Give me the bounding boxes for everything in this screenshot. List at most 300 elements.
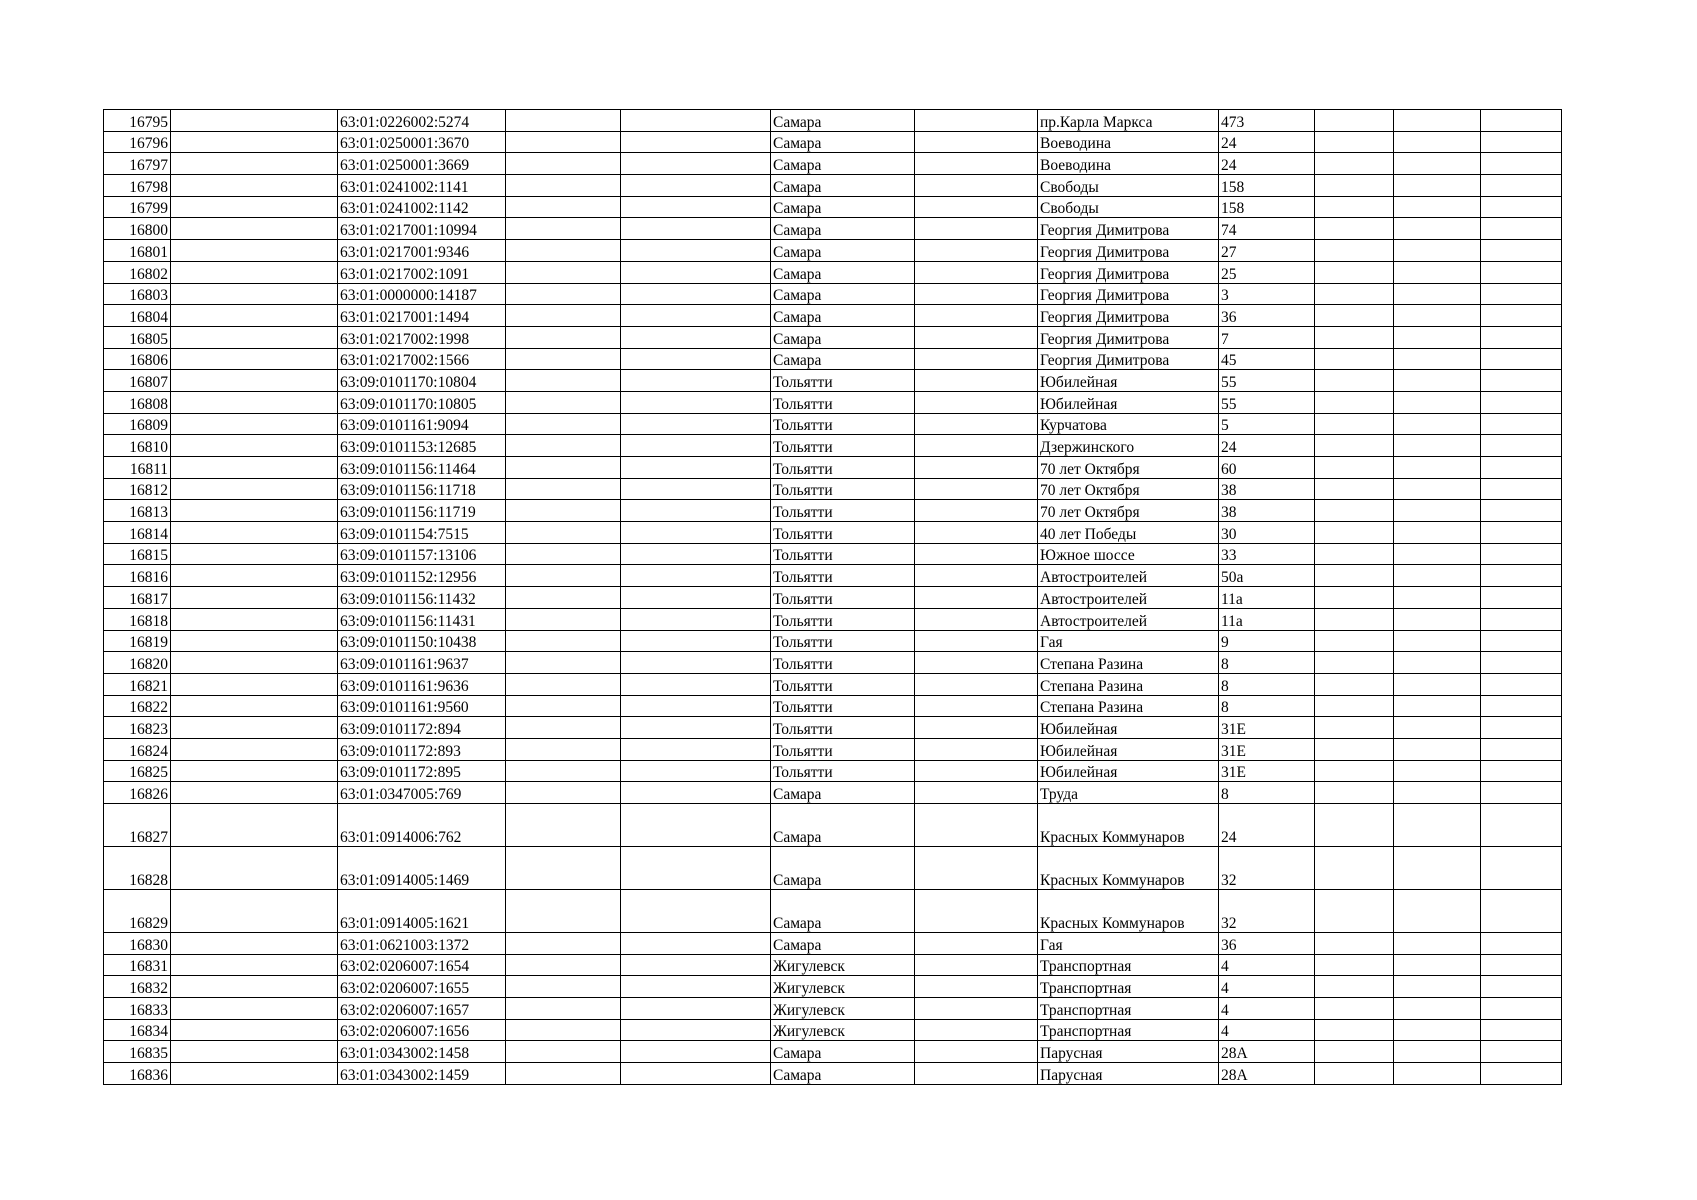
- empty-cell: [171, 283, 338, 305]
- empty-cell: [621, 457, 771, 479]
- empty-cell: [171, 457, 338, 479]
- empty-cell: [506, 283, 621, 305]
- empty-cell: [621, 413, 771, 435]
- cadastral-number-cell: 63:01:0343002:1458: [338, 1041, 506, 1063]
- empty-cell: [1481, 370, 1562, 392]
- empty-cell: [1394, 717, 1481, 739]
- house-number-cell: 4: [1219, 1019, 1315, 1041]
- empty-cell: [1315, 630, 1394, 652]
- table-row: [104, 218, 1562, 240]
- empty-cell: [1315, 543, 1394, 565]
- street-cell: Воеводина: [1038, 153, 1219, 175]
- empty-cell: [1481, 348, 1562, 370]
- empty-cell: [171, 305, 338, 327]
- empty-cell: [506, 954, 621, 976]
- empty-cell: [506, 522, 621, 544]
- empty-cell: [1315, 652, 1394, 674]
- house-number-cell: 28А: [1219, 1041, 1315, 1063]
- city-cell: Тольятти: [771, 673, 915, 695]
- empty-cell: [621, 565, 771, 587]
- empty-cell: [1481, 522, 1562, 544]
- row-number-cell: 16798: [104, 175, 171, 197]
- table-row: [104, 587, 1562, 609]
- empty-cell: [171, 348, 338, 370]
- empty-cell: [915, 954, 1038, 976]
- empty-cell: [506, 608, 621, 630]
- table-row: [104, 522, 1562, 544]
- street-cell: Степана Разина: [1038, 652, 1219, 674]
- empty-cell: [171, 391, 338, 413]
- house-number-cell: 8: [1219, 782, 1315, 804]
- empty-cell: [1481, 933, 1562, 955]
- empty-cell: [171, 240, 338, 262]
- row-number-cell: 16836: [104, 1063, 171, 1085]
- street-cell: Юбилейная: [1038, 370, 1219, 392]
- street-cell: Труда: [1038, 782, 1219, 804]
- registry-table: [103, 109, 1562, 1085]
- empty-cell: [1315, 175, 1394, 197]
- empty-cell: [506, 587, 621, 609]
- empty-cell: [506, 760, 621, 782]
- city-cell: Тольятти: [771, 738, 915, 760]
- empty-cell: [1481, 608, 1562, 630]
- house-number-cell: 31Е: [1219, 738, 1315, 760]
- house-number-cell: 24: [1219, 435, 1315, 457]
- empty-cell: [1394, 348, 1481, 370]
- empty-cell: [506, 738, 621, 760]
- empty-cell: [1315, 110, 1394, 132]
- empty-cell: [1481, 1019, 1562, 1041]
- row-number-cell: 16803: [104, 283, 171, 305]
- empty-cell: [1315, 522, 1394, 544]
- empty-cell: [1481, 391, 1562, 413]
- cadastral-number-cell: 63:09:0101161:9094: [338, 413, 506, 435]
- empty-cell: [1481, 413, 1562, 435]
- table-row: [104, 976, 1562, 998]
- empty-cell: [1481, 283, 1562, 305]
- empty-cell: [621, 110, 771, 132]
- cadastral-number-cell: 63:09:0101157:13106: [338, 543, 506, 565]
- empty-cell: [1315, 608, 1394, 630]
- empty-cell: [506, 500, 621, 522]
- empty-cell: [171, 175, 338, 197]
- row-number-cell: 16815: [104, 543, 171, 565]
- empty-cell: [915, 500, 1038, 522]
- empty-cell: [1315, 1063, 1394, 1085]
- house-number-cell: 38: [1219, 500, 1315, 522]
- table-row: [104, 998, 1562, 1020]
- empty-cell: [915, 847, 1038, 890]
- empty-cell: [1394, 587, 1481, 609]
- cadastral-number-cell: 63:02:0206007:1654: [338, 954, 506, 976]
- cadastral-number-cell: 63:09:0101170:10804: [338, 370, 506, 392]
- row-number-cell: 16805: [104, 326, 171, 348]
- city-cell: Тольятти: [771, 543, 915, 565]
- empty-cell: [915, 804, 1038, 847]
- row-number-cell: 16826: [104, 782, 171, 804]
- empty-cell: [915, 587, 1038, 609]
- empty-cell: [506, 782, 621, 804]
- city-cell: Тольятти: [771, 413, 915, 435]
- empty-cell: [506, 348, 621, 370]
- empty-cell: [171, 435, 338, 457]
- row-number-cell: 16820: [104, 652, 171, 674]
- cadastral-number-cell: 63:01:0217002:1091: [338, 261, 506, 283]
- street-cell: Юбилейная: [1038, 738, 1219, 760]
- empty-cell: [915, 218, 1038, 240]
- empty-cell: [1481, 305, 1562, 327]
- city-cell: Самара: [771, 847, 915, 890]
- empty-cell: [1481, 218, 1562, 240]
- empty-cell: [171, 261, 338, 283]
- empty-cell: [1315, 391, 1394, 413]
- empty-cell: [506, 457, 621, 479]
- city-cell: Тольятти: [771, 717, 915, 739]
- empty-cell: [621, 1041, 771, 1063]
- table-row: [104, 652, 1562, 674]
- empty-cell: [1394, 954, 1481, 976]
- street-cell: Транспортная: [1038, 998, 1219, 1020]
- row-number-cell: 16827: [104, 804, 171, 847]
- table-row: [104, 110, 1562, 132]
- empty-cell: [1394, 1041, 1481, 1063]
- empty-cell: [1394, 998, 1481, 1020]
- row-number-cell: 16816: [104, 565, 171, 587]
- row-number-cell: 16813: [104, 500, 171, 522]
- empty-cell: [1315, 305, 1394, 327]
- empty-cell: [915, 890, 1038, 933]
- table-row: [104, 933, 1562, 955]
- empty-cell: [621, 976, 771, 998]
- empty-cell: [1481, 131, 1562, 153]
- empty-cell: [915, 153, 1038, 175]
- empty-cell: [1481, 738, 1562, 760]
- empty-cell: [1394, 1063, 1481, 1085]
- street-cell: Юбилейная: [1038, 391, 1219, 413]
- house-number-cell: 8: [1219, 652, 1315, 674]
- empty-cell: [1394, 175, 1481, 197]
- empty-cell: [621, 652, 771, 674]
- street-cell: Дзержинского: [1038, 435, 1219, 457]
- empty-cell: [915, 110, 1038, 132]
- row-number-cell: 16801: [104, 240, 171, 262]
- empty-cell: [1481, 435, 1562, 457]
- cadastral-number-cell: 63:09:0101172:893: [338, 738, 506, 760]
- house-number-cell: 55: [1219, 391, 1315, 413]
- empty-cell: [915, 976, 1038, 998]
- cadastral-number-cell: 63:09:0101161:9636: [338, 673, 506, 695]
- city-cell: Тольятти: [771, 565, 915, 587]
- house-number-cell: 33: [1219, 543, 1315, 565]
- street-cell: Свободы: [1038, 175, 1219, 197]
- empty-cell: [171, 630, 338, 652]
- empty-cell: [506, 890, 621, 933]
- empty-cell: [621, 196, 771, 218]
- empty-cell: [1394, 326, 1481, 348]
- empty-cell: [171, 998, 338, 1020]
- table-row: [104, 196, 1562, 218]
- city-cell: Тольятти: [771, 500, 915, 522]
- city-cell: Самара: [771, 196, 915, 218]
- empty-cell: [1315, 326, 1394, 348]
- empty-cell: [915, 413, 1038, 435]
- row-number-cell: 16797: [104, 153, 171, 175]
- street-cell: Степана Разина: [1038, 673, 1219, 695]
- city-cell: Самара: [771, 804, 915, 847]
- empty-cell: [915, 782, 1038, 804]
- table-row: [104, 457, 1562, 479]
- cadastral-number-cell: 63:01:0217002:1566: [338, 348, 506, 370]
- empty-cell: [1315, 760, 1394, 782]
- row-number-cell: 16823: [104, 717, 171, 739]
- row-number-cell: 16819: [104, 630, 171, 652]
- house-number-cell: 32: [1219, 847, 1315, 890]
- row-number-cell: 16824: [104, 738, 171, 760]
- empty-cell: [1481, 196, 1562, 218]
- table-row: [104, 348, 1562, 370]
- empty-cell: [621, 326, 771, 348]
- table-row: [104, 370, 1562, 392]
- house-number-cell: 3: [1219, 283, 1315, 305]
- empty-cell: [1481, 110, 1562, 132]
- city-cell: Самара: [771, 326, 915, 348]
- empty-cell: [506, 804, 621, 847]
- empty-cell: [915, 1019, 1038, 1041]
- empty-cell: [1315, 587, 1394, 609]
- cadastral-number-cell: 63:01:0914005:1621: [338, 890, 506, 933]
- table-row: [104, 261, 1562, 283]
- row-number-cell: 16818: [104, 608, 171, 630]
- house-number-cell: 55: [1219, 370, 1315, 392]
- empty-cell: [621, 717, 771, 739]
- empty-cell: [1394, 760, 1481, 782]
- empty-cell: [621, 760, 771, 782]
- empty-cell: [1394, 652, 1481, 674]
- street-cell: 40 лет Победы: [1038, 522, 1219, 544]
- table-row: [104, 695, 1562, 717]
- row-number-cell: 16806: [104, 348, 171, 370]
- empty-cell: [915, 305, 1038, 327]
- empty-cell: [506, 326, 621, 348]
- cadastral-number-cell: 63:09:0101156:11719: [338, 500, 506, 522]
- cadastral-number-cell: 63:09:0101156:11718: [338, 478, 506, 500]
- empty-cell: [506, 717, 621, 739]
- cadastral-number-cell: 63:01:0914006:762: [338, 804, 506, 847]
- empty-cell: [171, 933, 338, 955]
- empty-cell: [621, 131, 771, 153]
- empty-cell: [506, 391, 621, 413]
- table-row: [104, 435, 1562, 457]
- street-cell: Степана Разина: [1038, 695, 1219, 717]
- table-row: [104, 847, 1562, 890]
- cadastral-number-cell: 63:09:0101150:10438: [338, 630, 506, 652]
- empty-cell: [1481, 760, 1562, 782]
- house-number-cell: 24: [1219, 131, 1315, 153]
- empty-cell: [506, 153, 621, 175]
- city-cell: Самара: [771, 218, 915, 240]
- empty-cell: [1481, 587, 1562, 609]
- empty-cell: [621, 630, 771, 652]
- empty-cell: [915, 457, 1038, 479]
- table-row: [104, 954, 1562, 976]
- empty-cell: [1394, 435, 1481, 457]
- empty-cell: [506, 998, 621, 1020]
- empty-cell: [171, 153, 338, 175]
- empty-cell: [1394, 933, 1481, 955]
- empty-cell: [1481, 630, 1562, 652]
- empty-cell: [171, 131, 338, 153]
- empty-cell: [171, 608, 338, 630]
- empty-cell: [1481, 804, 1562, 847]
- city-cell: Тольятти: [771, 522, 915, 544]
- row-number-cell: 16835: [104, 1041, 171, 1063]
- street-cell: Георгия Димитрова: [1038, 305, 1219, 327]
- row-number-cell: 16799: [104, 196, 171, 218]
- empty-cell: [621, 283, 771, 305]
- street-cell: Автостроителей: [1038, 587, 1219, 609]
- empty-cell: [1394, 738, 1481, 760]
- empty-cell: [621, 847, 771, 890]
- row-number-cell: 16808: [104, 391, 171, 413]
- empty-cell: [915, 998, 1038, 1020]
- empty-cell: [1394, 153, 1481, 175]
- cadastral-number-cell: 63:01:0217001:1494: [338, 305, 506, 327]
- empty-cell: [1315, 370, 1394, 392]
- empty-cell: [506, 478, 621, 500]
- empty-cell: [1481, 478, 1562, 500]
- street-cell: Транспортная: [1038, 954, 1219, 976]
- empty-cell: [171, 543, 338, 565]
- house-number-cell: 9: [1219, 630, 1315, 652]
- street-cell: Гая: [1038, 630, 1219, 652]
- cadastral-number-cell: 63:09:0101156:11432: [338, 587, 506, 609]
- city-cell: Тольятти: [771, 457, 915, 479]
- table-row: [104, 673, 1562, 695]
- empty-cell: [506, 175, 621, 197]
- city-cell: Тольятти: [771, 391, 915, 413]
- empty-cell: [1394, 847, 1481, 890]
- cadastral-number-cell: 63:01:0250001:3670: [338, 131, 506, 153]
- empty-cell: [1315, 240, 1394, 262]
- empty-cell: [1315, 673, 1394, 695]
- empty-cell: [1394, 543, 1481, 565]
- empty-cell: [171, 1063, 338, 1085]
- empty-cell: [1394, 391, 1481, 413]
- empty-cell: [506, 673, 621, 695]
- street-cell: Свободы: [1038, 196, 1219, 218]
- empty-cell: [621, 738, 771, 760]
- cadastral-number-cell: 63:01:0343002:1459: [338, 1063, 506, 1085]
- empty-cell: [171, 695, 338, 717]
- empty-cell: [171, 413, 338, 435]
- empty-cell: [1481, 695, 1562, 717]
- cadastral-number-cell: 63:01:0217001:10994: [338, 218, 506, 240]
- empty-cell: [915, 673, 1038, 695]
- empty-cell: [1315, 738, 1394, 760]
- empty-cell: [915, 326, 1038, 348]
- cadastral-number-cell: 63:09:0101153:12685: [338, 435, 506, 457]
- empty-cell: [171, 782, 338, 804]
- street-cell: Георгия Димитрова: [1038, 283, 1219, 305]
- empty-cell: [621, 695, 771, 717]
- cadastral-number-cell: 63:09:0101172:894: [338, 717, 506, 739]
- empty-cell: [171, 760, 338, 782]
- cadastral-number-cell: 63:02:0206007:1657: [338, 998, 506, 1020]
- street-cell: Автостроителей: [1038, 608, 1219, 630]
- empty-cell: [1315, 457, 1394, 479]
- cadastral-number-cell: 63:01:0226002:5274: [338, 110, 506, 132]
- row-number-cell: 16832: [104, 976, 171, 998]
- empty-cell: [621, 435, 771, 457]
- city-cell: Тольятти: [771, 435, 915, 457]
- empty-cell: [1481, 153, 1562, 175]
- empty-cell: [621, 153, 771, 175]
- empty-cell: [171, 1019, 338, 1041]
- empty-cell: [1394, 565, 1481, 587]
- house-number-cell: 36: [1219, 933, 1315, 955]
- house-number-cell: 4: [1219, 976, 1315, 998]
- empty-cell: [506, 370, 621, 392]
- city-cell: Тольятти: [771, 478, 915, 500]
- empty-cell: [506, 652, 621, 674]
- empty-cell: [915, 522, 1038, 544]
- house-number-cell: 5: [1219, 413, 1315, 435]
- street-cell: Юбилейная: [1038, 760, 1219, 782]
- row-number-cell: 16795: [104, 110, 171, 132]
- city-cell: Жигулевск: [771, 998, 915, 1020]
- row-number-cell: 16812: [104, 478, 171, 500]
- empty-cell: [915, 240, 1038, 262]
- empty-cell: [171, 110, 338, 132]
- empty-cell: [506, 847, 621, 890]
- street-cell: Юбилейная: [1038, 717, 1219, 739]
- table-row: [104, 326, 1562, 348]
- empty-cell: [1394, 695, 1481, 717]
- empty-cell: [171, 370, 338, 392]
- table-row: [104, 175, 1562, 197]
- cadastral-number-cell: 63:02:0206007:1656: [338, 1019, 506, 1041]
- city-cell: Самара: [771, 110, 915, 132]
- city-cell: Тольятти: [771, 695, 915, 717]
- empty-cell: [1481, 565, 1562, 587]
- empty-cell: [1394, 218, 1481, 240]
- empty-cell: [1315, 954, 1394, 976]
- street-cell: Георгия Димитрова: [1038, 348, 1219, 370]
- table-row: [104, 500, 1562, 522]
- empty-cell: [1394, 110, 1481, 132]
- cadastral-number-cell: 63:09:0101152:12956: [338, 565, 506, 587]
- city-cell: Тольятти: [771, 652, 915, 674]
- empty-cell: [1315, 283, 1394, 305]
- house-number-cell: 8: [1219, 695, 1315, 717]
- empty-cell: [1394, 131, 1481, 153]
- row-number-cell: 16796: [104, 131, 171, 153]
- street-cell: 70 лет Октября: [1038, 457, 1219, 479]
- empty-cell: [621, 348, 771, 370]
- cadastral-number-cell: 63:09:0101156:11464: [338, 457, 506, 479]
- empty-cell: [171, 804, 338, 847]
- house-number-cell: 11а: [1219, 608, 1315, 630]
- row-number-cell: 16802: [104, 261, 171, 283]
- empty-cell: [1394, 196, 1481, 218]
- empty-cell: [171, 738, 338, 760]
- empty-cell: [621, 998, 771, 1020]
- empty-cell: [1394, 630, 1481, 652]
- empty-cell: [915, 391, 1038, 413]
- house-number-cell: 8: [1219, 673, 1315, 695]
- empty-cell: [621, 782, 771, 804]
- empty-cell: [1394, 608, 1481, 630]
